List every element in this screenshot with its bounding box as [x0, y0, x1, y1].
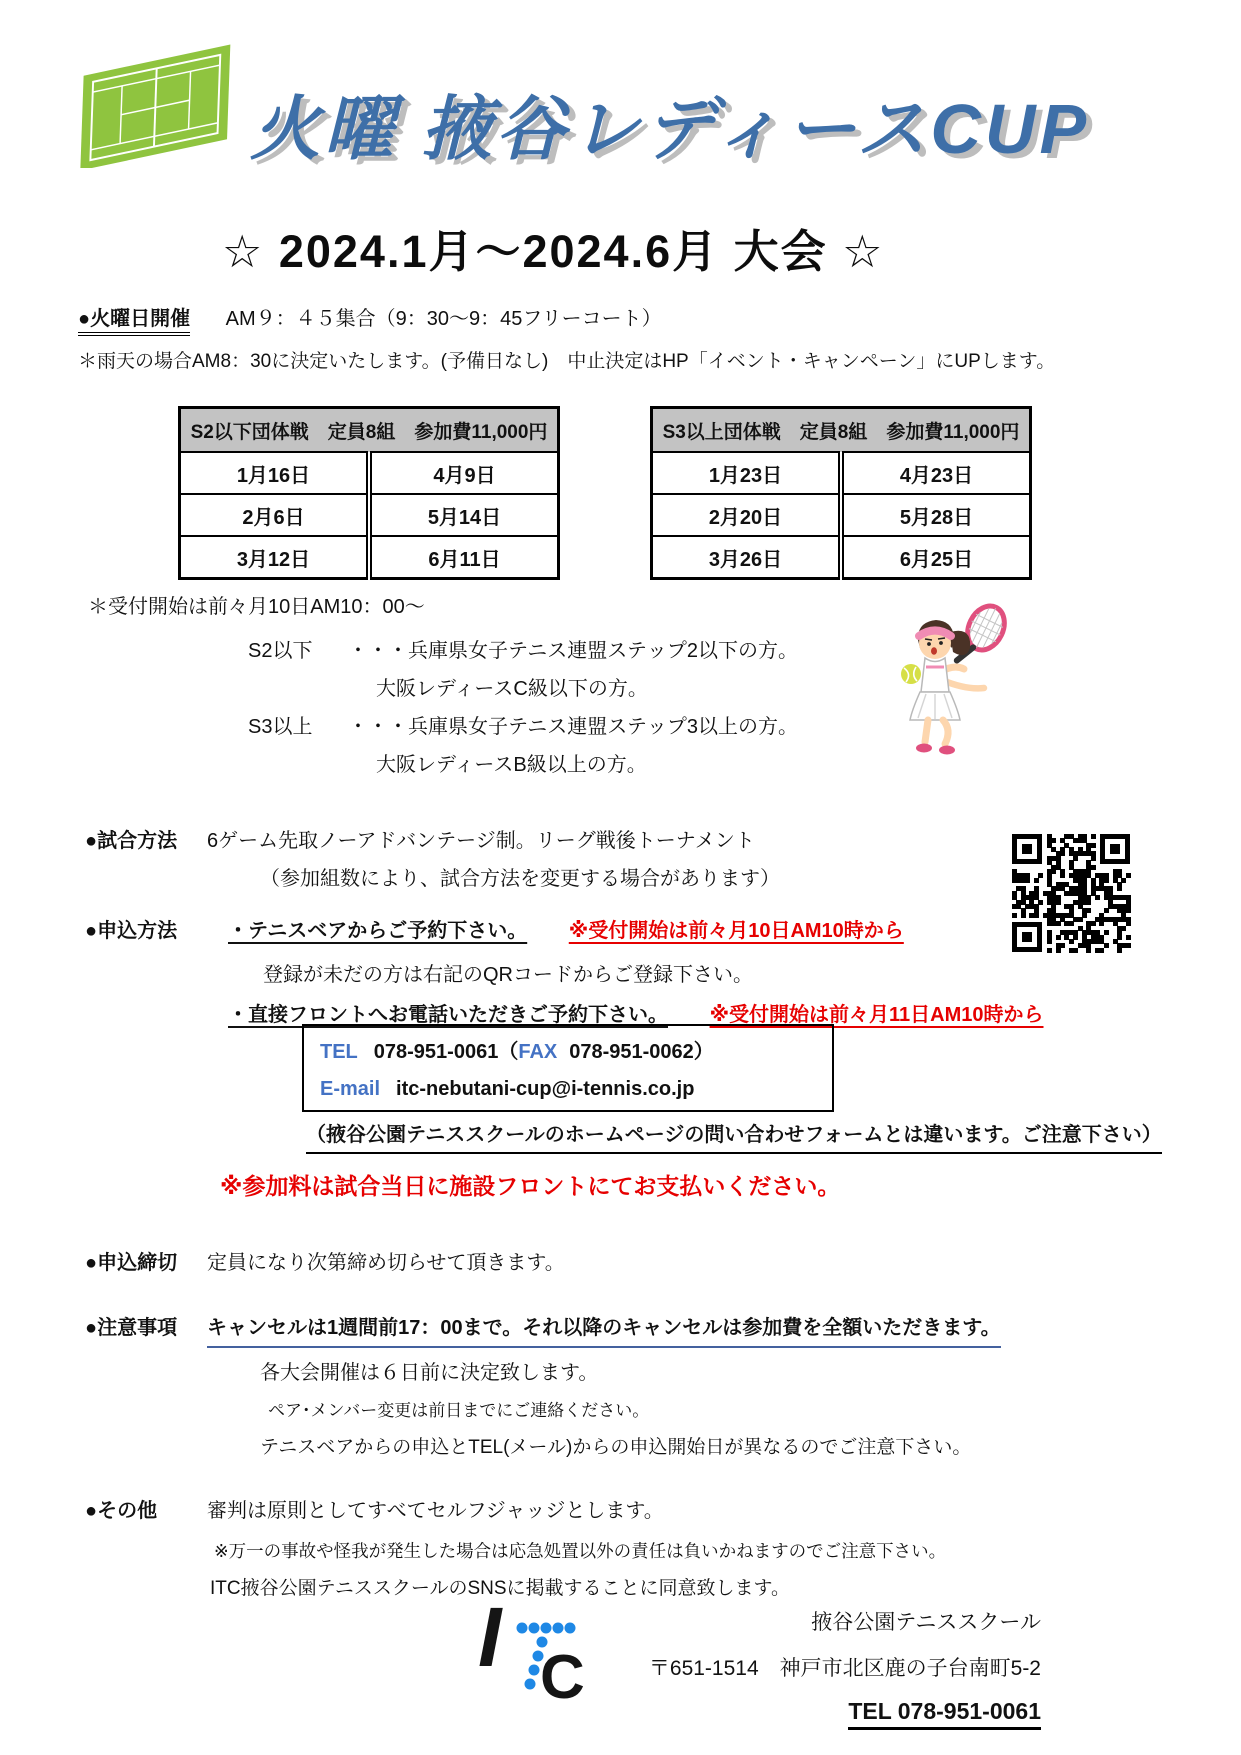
date-cell: 1月16日 — [180, 452, 370, 494]
apply-method2-note: ※受付開始は前々月11日AM10時から — [709, 1004, 1044, 1026]
fax-label: FAX — [518, 1041, 558, 1063]
table-row — [652, 452, 1031, 494]
tennis-court-icon — [62, 36, 262, 168]
opening-info-row — [78, 306, 662, 332]
school-address: 〒651-1514 神戸市北区鹿の子台南町5-2 — [648, 1657, 1041, 1680]
notes-label: ●注意事項 — [85, 1317, 178, 1339]
footer-contact-block — [649, 1606, 1041, 1730]
s2-level-desc2: 大阪レディースC級以下の方。 — [376, 678, 648, 700]
logo-letter-c: C — [540, 1643, 585, 1702]
rain-note: ＊雨天の場合AM8：30に決定いたします。(予備日なし) 中止決定はHP「イベント・キャンペーン」にUPします。 — [78, 351, 1056, 372]
apply-method2-text: ・直接フロントへお電話いただきご予約下さい。 — [228, 1004, 668, 1026]
start-date-difference-note: テニスベアからの申込とTEL(メール)からの申込開始日が異なるのでご注意下さい。 — [260, 1437, 972, 1458]
table-header-row — [652, 408, 1031, 453]
qr-finder-icon — [1100, 834, 1130, 864]
s2-level-label: S2以下 — [248, 640, 313, 662]
email-address: itc-nebutani-cup@i-tennis.co.jp — [396, 1078, 695, 1100]
event-period-subtitle: ☆ 2024.1月～2024.6月 大会 ☆ — [222, 226, 885, 278]
table-row — [652, 536, 1031, 579]
match-method-line2: （参加組数により、試合方法を変更する場合があります） — [260, 868, 780, 890]
footer-tel: TEL 078-951-0061 — [848, 1698, 1041, 1730]
email-label: E-mail — [320, 1078, 381, 1100]
fax-paren: （ — [498, 1041, 519, 1063]
others-label: ●その他 — [85, 1500, 158, 1522]
date-cell: 3月12日 — [180, 536, 370, 579]
school-name: 掖谷公園テニススクール — [811, 1611, 1041, 1634]
date-cell: 2月6日 — [180, 494, 370, 536]
qr-finder-icon — [1012, 922, 1042, 952]
apply-method1-row — [228, 918, 904, 944]
reception-start-note: ＊受付開始は前々月10日AM10：00～ — [88, 596, 425, 618]
open-day-label: ●火曜日開催 — [78, 308, 190, 336]
table-row — [180, 536, 559, 579]
deadline-label: ●申込締切 — [85, 1252, 178, 1274]
s3-level-desc: ・・・兵庫県女子テニス連盟ステップ3以上の方。 — [348, 716, 798, 738]
table-header-row — [180, 408, 559, 453]
table-row — [180, 494, 559, 536]
match-method-label: ●試合方法 — [85, 830, 178, 852]
date-cell: 6月11日 — [369, 536, 559, 579]
sns-consent-note: ITC掖谷公園テニススクールのSNSに掲載することに同意致します。 — [210, 1578, 791, 1599]
logo-letter-i: I — [478, 1598, 502, 1684]
qr-finder-icon — [1012, 834, 1042, 864]
date-cell: 3月26日 — [652, 536, 842, 579]
s3-level-desc2: 大阪レディースB級以上の方。 — [376, 754, 647, 776]
apply-method1-note: ※受付開始は前々月10日AM10時から — [568, 920, 904, 942]
s3-level-row — [248, 714, 798, 740]
s3-level-label: S3以上 — [248, 716, 313, 738]
date-cell: 4月9日 — [369, 452, 559, 494]
apply-method-label: ●申込方法 — [85, 920, 178, 942]
table-row — [180, 452, 559, 494]
self-judge-note: 審判は原則としてすべてセルフジャッジとします。 — [207, 1500, 664, 1522]
contact-email-line — [320, 1078, 816, 1101]
deadline-text: 定員になり次第締め切らせて頂きます。 — [207, 1252, 565, 1274]
schedule-table-s3 — [650, 406, 1032, 580]
tennis-player-illustration — [898, 598, 1030, 763]
date-cell: 4月23日 — [841, 452, 1031, 494]
decision-note: 各大会開催は６日前に決定致します。 — [260, 1362, 599, 1384]
member-change-note: ペア･メンバー変更は前日までにご連絡ください。 — [268, 1401, 650, 1420]
form-warning-note: （掖谷公園テニススクールのホームページの問い合わせフォームとは違います。ご注意下さい） — [306, 1122, 1162, 1154]
contact-box — [302, 1024, 834, 1112]
date-cell: 5月14日 — [369, 494, 559, 536]
s2-level-row — [248, 638, 798, 664]
contact-tel-line — [320, 1035, 816, 1064]
payment-note: ※参加料は試合当日に施設フロントにてお支払いください。 — [220, 1173, 841, 1199]
date-cell: 2月20日 — [652, 494, 842, 536]
table-row — [652, 494, 1031, 536]
page-title: 火曜 掖谷レディースCUP — [250, 89, 1091, 168]
match-method-line1: 6ゲーム先取ノーアドバンテージ制。リーグ戦後トーナメント — [207, 830, 755, 852]
date-cell: 1月23日 — [652, 452, 842, 494]
tel-number: 078-951-0061 — [373, 1041, 499, 1063]
qr-register-note: 登録が未だの方は右記のQRコードからご登録下さい。 — [263, 964, 753, 986]
date-cell: 6月25日 — [841, 536, 1031, 579]
table-header-s2: S2以下団体戦 定員8組 参加費11,000円 — [180, 408, 559, 453]
s2-level-desc: ・・・兵庫県女子テニス連盟ステップ2以下の方。 — [348, 640, 798, 662]
table-header-s3: S3以上団体戦 定員8組 参加費11,000円 — [652, 408, 1031, 453]
apply-method1-text: ・テニスベアからご予約下さい。 — [228, 920, 528, 942]
cancel-policy-note: キャンセルは1週間前17：00まで。それ以降のキャンセルは参加費を全額いただきます。 — [207, 1315, 1001, 1348]
date-cell: 5月28日 — [841, 494, 1031, 536]
tel-label: TEL — [320, 1041, 358, 1063]
itc-logo — [478, 1598, 600, 1702]
qr-code — [1012, 834, 1130, 952]
meeting-time-text: AM９：４５集合（9：30～9：45フリーコート） — [225, 308, 662, 330]
accident-note: ※万一の事故や怪我が発生した場合は応急処置以外の責任は負いかねますのでご注意下さい。 — [214, 1541, 947, 1561]
fax-number: 078-951-0062） — [569, 1041, 714, 1063]
schedule-table-s2 — [178, 406, 560, 580]
